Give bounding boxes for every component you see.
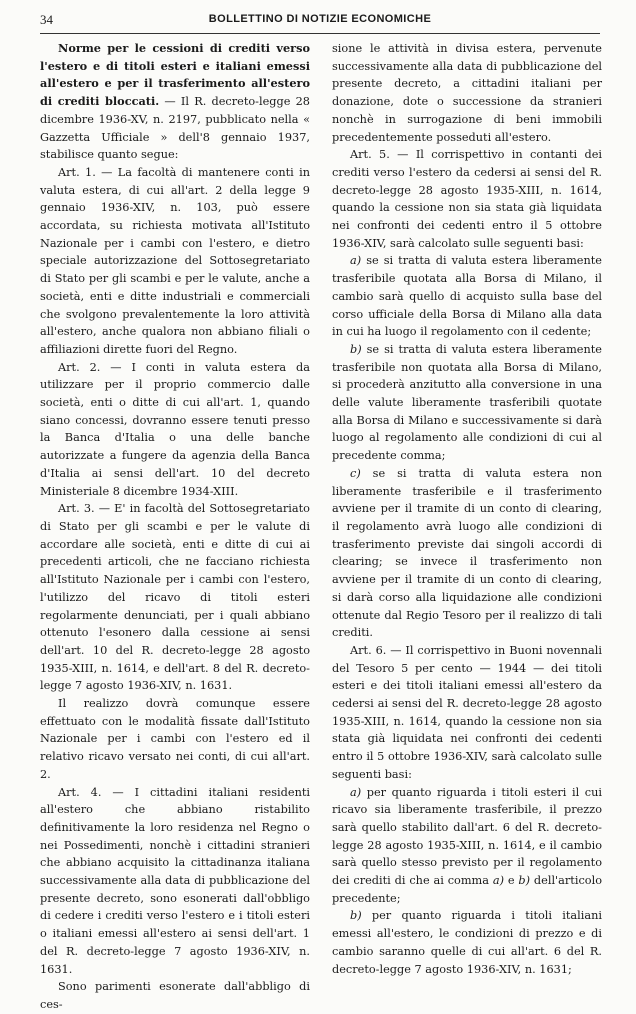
article-6: Art. 6. — Il corrispettivo in Buoni novennali del Tesoro 5 per cento — 1944 — dei titoli esteri e dei titoli italiani emessi all'estero da cedersi ai sensi del R. decreto-legge 28 agosto 1935-XIII, n. 1614, quando la cessione non sia stata già liquidata nei confronti dei cedenti entro il 5 ottobre 1936-XIV, sarà calcolato sulle seguenti basi: bbox=[332, 643, 602, 781]
article-5-item-c bbox=[332, 465, 602, 642]
item-reference: b) bbox=[518, 874, 531, 888]
running-title: BOLLETTINO DI NOTIZIE ECONOMICHE bbox=[208, 13, 432, 25]
item-text: per quanto riguarda i titoli italiani emessi all'estero, le condizioni di prezzo e di cambio saranno quelle di cui all'art. 6 del R. decreto-legge 7 agosto 1936-XIV, n. 1631; bbox=[332, 909, 602, 976]
item-text: e bbox=[504, 874, 519, 888]
item-text: per quanto riguarda i titoli esteri il cui ricavo sia liberamente trasferibile, il prezzo sarà quello stabilito dall'art. 6 del R. decreto-legge 28 agosto 1935-XIII, n. 1614, e il cambio sarà quello stesso previsto per il regolamento dei crediti di che ai comma bbox=[332, 785, 602, 888]
item-label: b) bbox=[350, 909, 362, 923]
article-5-item-b bbox=[332, 341, 602, 465]
article-6-item-b bbox=[332, 907, 602, 978]
article-1: Art. 1. — La facoltà di mantenere conti in valuta estera, di cui all'art. 2 della legge 9 gennaio 1936-XIV, n. 103, può essere accordata, su richiesta motivata all'Istituto Nazionale per i cambi con l'estero, e dietro speciale autorizzazione del Sottosegretariato di Stato per gli scambi e per le valute, anche a società, enti e ditte industriali e commerciali che svolgono prevalentemente la loro attività all'estero, anche qualora non abbiano filiali o affiliazioni dirette fuori del Regno. bbox=[40, 165, 310, 356]
article-5: Art. 5. — Il corrispettivo in contanti dei crediti verso l'estero da cedersi ai sensi del R. decreto-legge 28 agosto 1935-XIII, n. 1614, quando la cessione non sia stata già liquidata nei confronti dei cedenti entro il 5 ottobre 1936-XIV, sarà calcolato sulle seguenti basi: bbox=[332, 148, 602, 250]
article-3: Art. 3. — E' in facoltà del Sottosegretariato di Stato per gli scambi e per le valute di accordare alle società, enti e ditte di cui ai precedenti articoli, che ne facciano richiesta all'Istituto Nazionale per i cambi con l'estero, l'utilizzo del ricavo di titoli esteri regolarmente denunciati, per i quali abbiano ottenuto l'esonero dalla cessione ai sensi dell'art. 10 del R. decreto-legge 28 agosto 1935-XIII, n. 1614, e dell'art. 8 del R. decreto-legge 7 agosto 1936-XIV, n. 1631. bbox=[40, 502, 310, 693]
item-label: c) bbox=[350, 466, 361, 480]
item-label: b) bbox=[350, 342, 362, 356]
item-text: se si tratta di valuta estera non liberamente trasferibile e il trasferimento avviene per il tramite di un conto di clearing, il regolamento avrà luogo alle condizioni di trasferimento previste dai singoli accordi di clearing; se invece il trasferimento non avviene per il tramite di un conto di clearing, si darà corso alla liquidazione alle condizioni ottenute dal Regio Tesoro per il realizzo di tali crediti. bbox=[332, 466, 602, 640]
header-rule bbox=[40, 33, 600, 34]
item-text: se si tratta di valuta estera liberamente trasferibile quotata alla Borsa di Milano, il cambio sarà quello di acquisto sulla base del corso ufficiale della Borsa di Milano alla data in cui ha luogo il regolamento con il cedente; bbox=[332, 254, 602, 339]
article-5-item-a bbox=[332, 252, 602, 341]
article-4: Art. 4. — I cittadini italiani residenti all'estero che abbiano ristabilito definitivamente la loro residenza nel Regno o nei Possedimenti, nonchè i cittadini stranieri che abbiano acquisito la cittadinanza italiana successivamente alla data di pubblicazione del presente decreto, sono esonerati dall'obbligo di cedere i crediti verso l'estero e i titoli esteri o italiani emessi all'estero ai sensi dell'art. 1 del R. decreto-legge 7 agosto 1936-XIV, n. 1631. bbox=[40, 785, 310, 976]
intro-text: — Il R. decreto-legge 28 dicembre 1936-XV, n. 2197, pubblicato nella « Gazzetta Ufficiale » dell'8 gennaio 1937, stabilisce quanto segue: bbox=[40, 95, 310, 162]
article-4-continuation: sione le attività in divisa estera, pervenute successivamente alla data di pubblicazione del presente decreto, a cittadini italiani per donazione, dote o successione da stranieri nonchè in surrogazione di beni immobili precedentemente posseduti all'estero. bbox=[332, 42, 602, 144]
article-6-item-a bbox=[332, 784, 602, 908]
article-4-second-paragraph: Sono parimenti esonerate dall'abbligo di ces- bbox=[40, 980, 310, 1011]
page-number: 34 bbox=[40, 12, 53, 27]
intro-paragraph bbox=[40, 40, 310, 164]
item-label: a) bbox=[350, 785, 362, 799]
intro-heading: Norme per le cessioni di crediti verso l'estero e di titoli esteri e italiani emessi all'estero e per il trasferimento all'estero di crediti bloccati. bbox=[40, 41, 310, 109]
item-label: a) bbox=[350, 254, 362, 268]
right-column bbox=[332, 40, 602, 978]
article-3-second-paragraph: Il realizzo dovrà comunque essere effettuato con le modalità fissate dall'Istituto Nazionale per i cambi con l'estero ed il relativo ricavo versato nei conti, di cui all'art. 2. bbox=[40, 697, 310, 781]
item-text: se si tratta di valuta estera liberamente trasferibile non quotata alla Borsa di Milano, si procederà anzitutto alla conversione in una delle valute liberamente trasferibili quotate alla Borsa di Milano e successivamente si darà luogo al regolamento alle condizioni di cui al precedente comma; bbox=[332, 342, 602, 463]
item-text: dell'articolo precedente; bbox=[332, 874, 602, 905]
article-2: Art. 2. — I conti in valuta estera da utilizzare per il proprio commercio dalle società, enti o ditte di cui all'art. 1, quando siano concessi, dovranno essere tenuti presso la Banca d'Italia o una delle banche autorizzate a fungere da agenzia della Banca d'Italia ai sensi dell'art. 10 del decreto Ministeriale 8 dicembre 1934-XIII. bbox=[40, 360, 310, 498]
left-column bbox=[40, 40, 310, 1014]
item-reference: a) bbox=[492, 874, 505, 888]
page-header bbox=[40, 12, 600, 30]
